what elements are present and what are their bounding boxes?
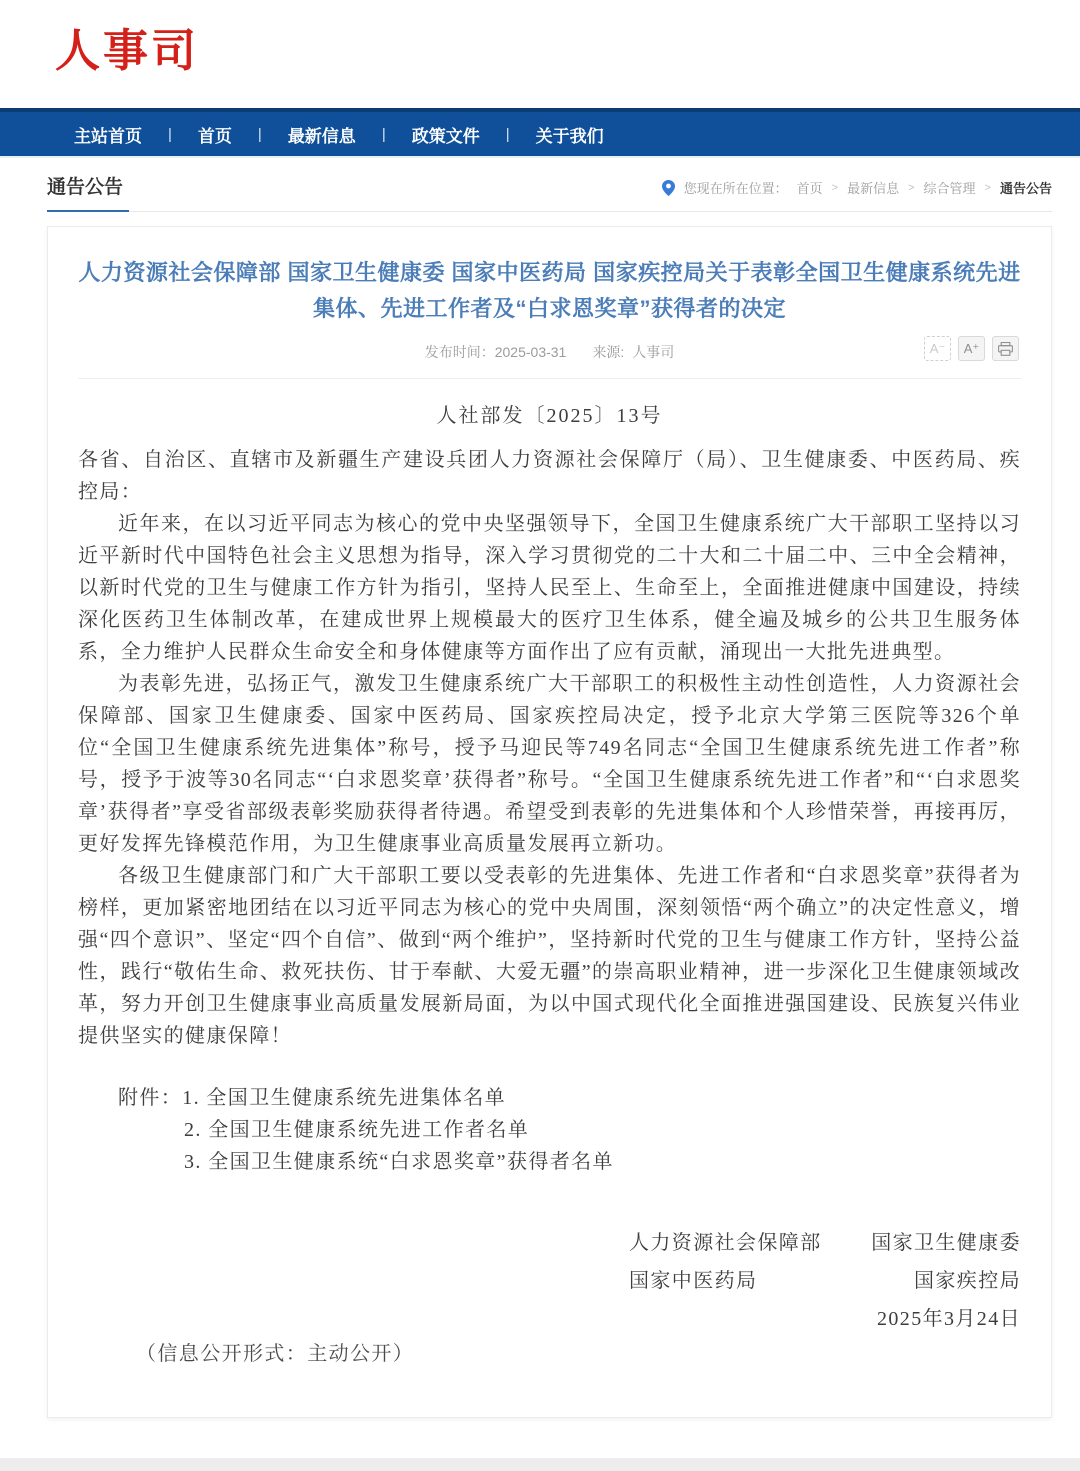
article-body [78,444,1021,1370]
article-box [47,226,1052,1418]
nav-item-about-us[interactable]: 关于我们 [535,126,604,146]
signature-block [629,1224,1021,1338]
attachment-item-1: 1. 全国卫生健康系统先进集体名单 [182,1087,507,1109]
font-decrease-button[interactable]: A⁻ [924,336,951,361]
breadcrumb [662,178,1052,211]
source-label: 来源: [592,344,625,360]
paragraph-salutation: 各省、自治区、直辖市及新疆生产建设兵团人力资源社会保障厅（局）、卫生健康委、中医药局、疾控局： [78,449,1021,503]
paragraph: 为表彰先进，弘扬正气，激发卫生健康系统广大干部职工的积极性主动性创造性，人力资源社会保障部、国家卫生健康委、国家中医药局、国家疾控局决定，授予北京大学第三医院等326个单位“全国卫生健康系统先进集体”称号，授予马迎民等749名同志“全国卫生健康系统先进工作者”称号，授予于波等30名同志“‘白求恩奖章’获得者”称号。“全国卫生健康系统先进工作者”和“‘白求恩奖章’获得者”享受省部级表彰奖励获得者待遇。希望受到表彰的先进集体和个人珍惜荣誉，再接再厉，更好发挥先锋模范作用，为卫生健康事业高质量发展再立新功。 [78,673,1021,855]
section-title: 通告公告 [47,162,129,212]
nav-separator: | [168,125,172,143]
nav-item-main-home[interactable]: 主站首页 [74,126,142,146]
location-pin-icon [662,180,675,196]
printer-icon [998,342,1013,356]
main-nav [0,108,1080,156]
publish-time-label: 发布时间： [424,344,495,360]
nav-item-policy-documents[interactable]: 政策文件 [411,126,480,146]
breadcrumb-separator: > [984,181,991,194]
signature-agency-nhc: 国家卫生健康委 [871,1232,1021,1254]
breadcrumb-item-home[interactable]: 首页 [796,181,823,196]
attachments [78,1082,1021,1178]
font-increase-button[interactable]: A⁺ [958,336,985,361]
print-button[interactable] [992,336,1019,361]
breadcrumb-separator: > [908,181,915,194]
nav-separator: | [257,125,262,143]
breadcrumb-item-latest-news[interactable]: 最新信息 [847,181,900,196]
breadcrumb-row [47,162,1052,212]
article-tools [924,336,1019,361]
bottom-strip [0,1458,1080,1471]
signature-date: 2025年3月24日 [877,1308,1021,1330]
signature-agency-cdc: 国家疾控局 [914,1270,1021,1292]
source-value: 人事司 [632,344,675,360]
paragraph: 各级卫生健康部门和广大干部职工要以受表彰的先进集体、先进工作者和“白求恩奖章”获得者为榜样，更加紧密地团结在以习近平同志为核心的党中央周围，深刻领悟“两个确立”的决定性意义，增强“四个意识”、坚定“四个自信”、做到“两个维护”，坚持新时代党的卫生与健康工作方针，坚持公益性，践行“敬佑生命、救死扶伤、甘于奉献、大爱无疆”的崇高职业精神，进一步深化卫生健康领域改革，努力开创卫生健康事业高质量发展新局面，为以中国式现代化全面推进强国建设、民族复兴伟业提供坚实的健康保障！ [78,865,1021,1047]
breadcrumb-item-general-management[interactable]: 综合管理 [923,181,976,196]
breadcrumb-separator: > [831,181,839,194]
paragraph: 近年来，在以习近平同志为核心的党中央坚强领导下，全国卫生健康系统广大干部职工坚持以习近平新时代中国特色社会主义思想为指导，深入学习贯彻党的二十大和二十届二中、三中全会精神，以新时代党的卫生与健康工作方针为指引，坚持人民至上、生命至上，全面推进健康中国建设，持续深化医药卫生体制改革，在建成世界上规模最大的医疗卫生体系，健全遍及城乡的公共卫生服务体系，全力维护人民群众生命安全和身体健康等方面作出了应有贡献，涌现出一大批先进典型。 [78,513,1021,663]
doc-number: 人社部发〔2025〕13号 [436,405,663,427]
article-meta [78,342,1021,379]
nav-item-home[interactable]: 首页 [197,126,232,146]
signature-agency-mohrss: 人力资源社会保障部 [629,1232,822,1254]
signature-row [629,1224,1021,1262]
nav-item-latest-news[interactable]: 最新信息 [287,126,356,146]
breadcrumb-current: 通告公告 [999,181,1052,196]
signature-row [629,1262,1021,1300]
attachment-item-3: 3. 全国卫生健康系统“白求恩奖章”获得者名单 [184,1151,614,1173]
disclosure-note: （信息公开形式：主动公开） [136,1343,415,1365]
article-title: 人力资源社会保障部 国家卫生健康委 国家中医药局 国家疾控局关于表彰全国卫生健康系统先进集体、先进工作者及“白求恩奖章”获得者的决定 [78,260,1021,321]
attachments-label: 附件： [118,1087,183,1109]
publish-date: 2025-03-31 [494,344,567,360]
signature-agency-tcm: 国家中医药局 [629,1270,758,1292]
site-header [0,0,1080,108]
breadcrumb-label: 您现在所在位置： [683,181,788,196]
site-logo[interactable]: 人事司 [55,25,200,76]
nav-separator: | [505,125,510,143]
attachment-line [78,1082,1021,1114]
attachment-item-2: 2. 全国卫生健康系统先进工作者名单 [184,1119,530,1141]
nav-separator: | [381,125,386,143]
